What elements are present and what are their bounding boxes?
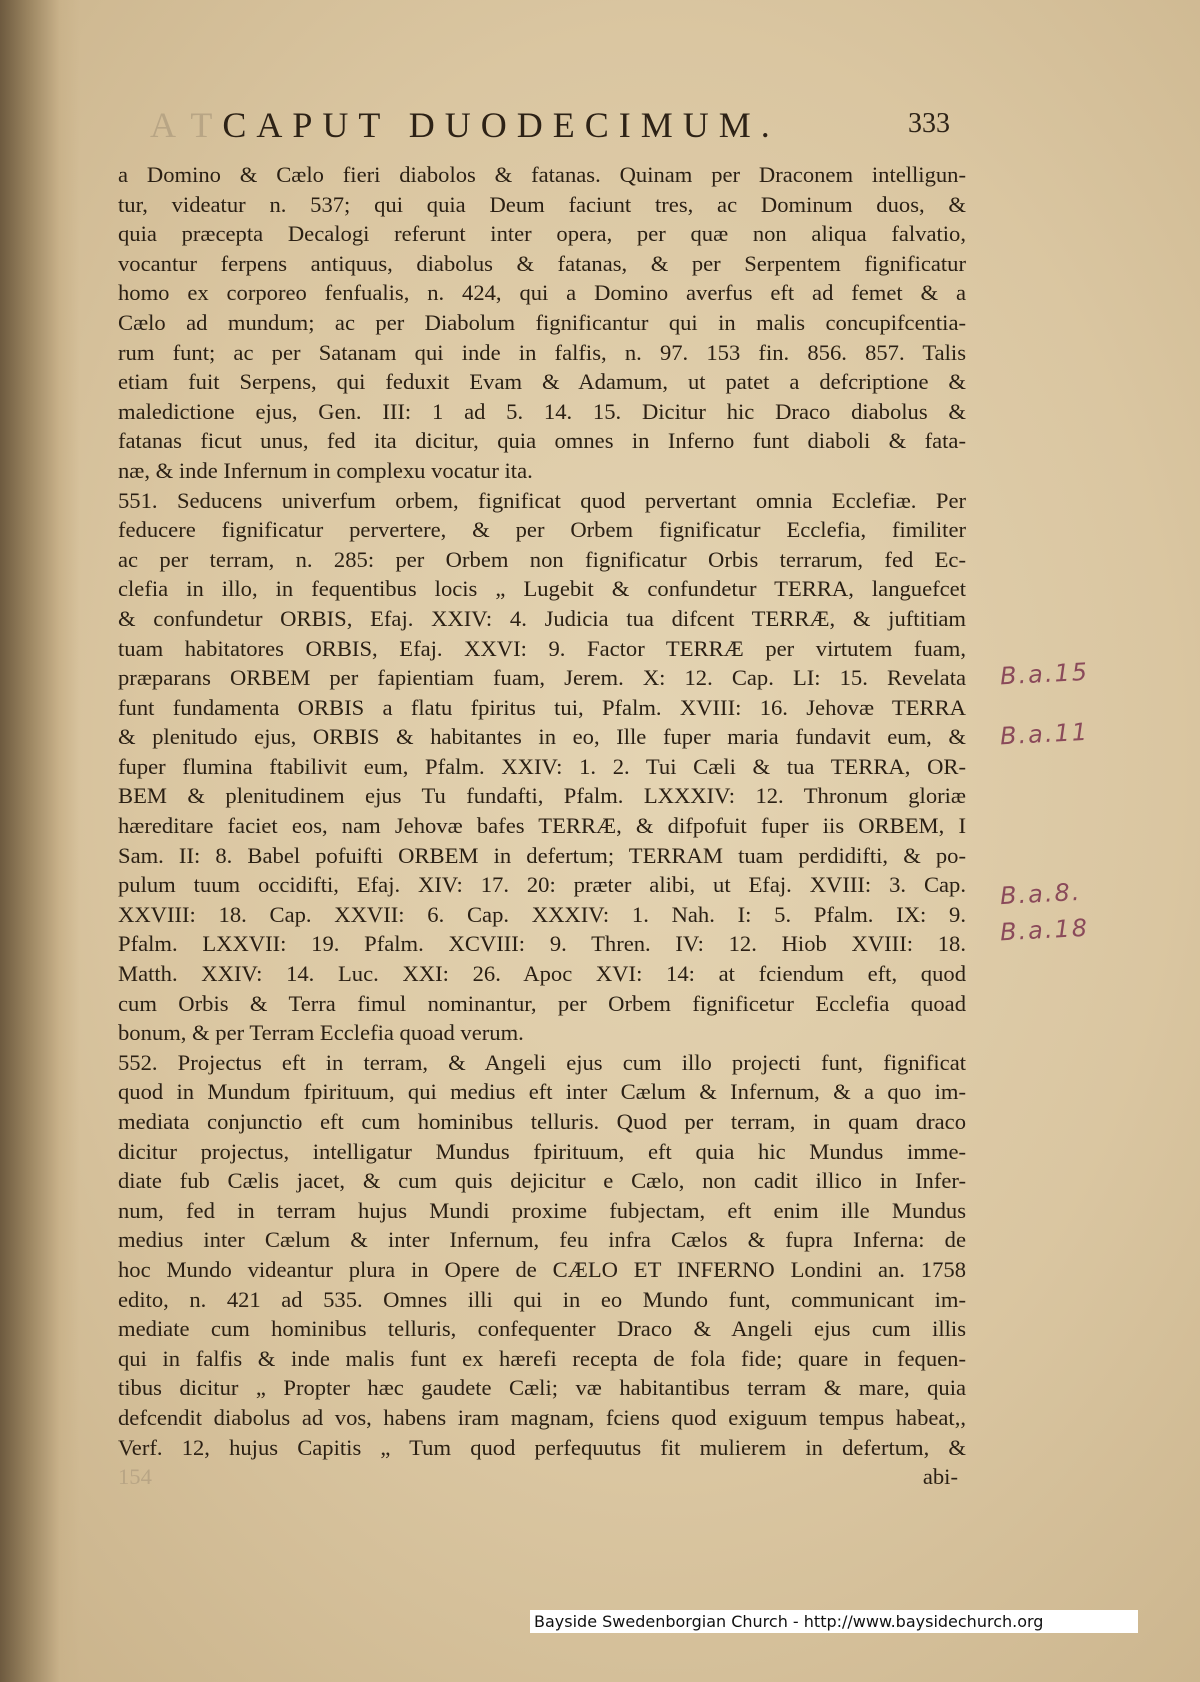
text-line: tuam habitatores ORBIS, Efaj. XXVI: 9. Factor TERRÆ per virtutem fuam, [118,635,966,661]
footer-credit: Bayside Swedenborgian Church - http://www.baysidechurch.org [530,1610,1138,1633]
book-spine-shadow [0,0,80,1682]
text-line: quod in Mundum fpirituum, qui medius eft inter Cælum & Infernum, & a quo im- [118,1079,966,1105]
text-line: XXVIII: 18. Cap. XXVII: 6. Cap. XXXIV: 1. Nah. I: 5. Pfalm. IX: 9. [118,901,966,927]
text-line: hæreditare faciet eos, nam Jehovæ bafes TERRÆ, & difpofuit fuper iis ORBEM, I [118,813,966,839]
catchword: abi- [922,1464,958,1490]
body-text [118,160,966,1492]
text-line: a Domino & Cælo fieri diabolos & fatanas. Quinam per Draconem intelligun- [118,162,966,187]
text-line: Sam. II: 8. Babel pofuifti ORBEM in defertum; TERRAM tuam perdidifti, & po- [118,842,966,868]
text-line: pulum tuum occidifti, Efaj. XIV: 17. 20: præter alibi, ut Efaj. XVIII: 3. Cap. [118,872,966,898]
text-line: næ, & inde Infernum in complexu vocatur ita. [118,457,533,483]
text-line: diate fub Cælis jacet, & cum quis dejicitur e Cælo, non cadit illico in Infer- [118,1168,966,1194]
text-line: præparans ORBEM per fapientiam fuam, Jerem. X: 12. Cap. LI: 15. Revelata [118,665,966,691]
text-line: & confundetur ORBIS, Efaj. XXIV: 4. Judicia tua difcent TERRÆ, & juftitiam [118,605,966,631]
text-line: hoc Mundo videantur plura in Opere de CÆLO ET INFERNO Londini an. 1758 [118,1256,966,1282]
text-line: mediate cum hominibus telluris, confequenter Draco & Angeli ejus cum illis [118,1316,966,1342]
text-line: feducere fignificatur pervertere, & per Orbem fignificatur Ecclefia, fimiliter [118,517,966,543]
text-line: ac per terram, n. 285: per Orbem non fignificatur Orbis terrarum, fed Ec- [118,546,966,572]
text-line: tur, videatur n. 537; qui quia Deum faciunt tres, ac Dominum duos, & [118,191,966,217]
margin-note: B.a.8. [999,877,1083,911]
text-line: dicitur projectus, intelligatur Mundus fpirituum, eft quia hic Mundus imme- [118,1138,966,1164]
page-number: 333 [908,108,950,139]
text-line: fuper flumina ftabilivit eum, Pfalm. XXIV: 1. 2. Tui Cæli & tua TERRA, OR- [118,753,966,779]
text-line: mediata conjunctio eft cum hominibus telluris. Quod per terram, in quam draco [118,1109,966,1134]
margin-note: B.a.11 [999,717,1090,751]
text-line: fatanas ficut unus, fed ita dicitur, quia omnes in Inferno funt diaboli & fata- [118,428,966,454]
paragraph-551-start: 551. Seducens univerfum orbem, fignificat quod pervertant omnia Ecclefiæ. Per [118,487,966,513]
margin-note: B.a.18 [999,913,1090,947]
text-line: Verf. 12, hujus Capitis „ Tum quod perfequutus fit mulierem in defertum, & [118,1434,966,1460]
text-line: Pfalm. LXXVII: 19. Pfalm. XCVIII: 9. Thren. IV: 12. Hiob XVIII: 18. [118,931,966,957]
text-line: defcendit diabolus ad vos, habens iram magnam, fciens quod exiguum tempus habeat,, [118,1404,966,1430]
text-line: funt fundamenta ORBIS a flatu fpiritus tui, Pfalm. XVIII: 16. Jehovæ TERRA [118,694,966,720]
text-line: quia præcepta Decalogi referunt inter opera, per quæ non aliqua falvatio, [118,221,966,247]
text-line: cum Orbis & Terra fimul nominantur, per Orbem fignificetur Ecclefia quoad [118,990,966,1016]
margin-note: B.a.15 [999,657,1090,691]
text-line: BEM & plenitudinem ejus Tu fundafti, Pfalm. LXXXIV: 12. Thronum gloriæ [118,783,966,809]
text-line: Cælo ad mundum; ac per Diabolum fignificantur qui in malis concupifcentia- [118,309,966,335]
running-head-ghost-text: A T [150,105,217,145]
text-line: bonum, & per Terram Ecclefia quoad verum. [118,1020,524,1046]
chapter-title: CAPUT DUODECIMUM. [222,105,780,145]
text-line: medius inter Cælum & inter Infernum, feu infra Cælos & fupra Inferna: de [118,1227,966,1253]
text-line: tibus dicitur „ Propter hæc gaudete Cæli; væ habitantibus terram & mare, quia [118,1375,966,1401]
running-head [150,104,950,146]
text-line: Matth. XXIV: 14. Luc. XXI: 26. Apoc XVI: 14: at fciendum eft, quod [118,961,966,987]
text-line: etiam fuit Serpens, qui feduxit Evam & Adamum, ut patet a defcriptione & [118,369,966,395]
text-line: clefia in illo, in fequentibus locis „ Lugebit & confundetur TERRA, languefcet [118,576,966,602]
text-line: vocantur ferpens antiquus, diabolus & fatanas, & per Serpentem fignificatur [118,250,966,276]
text-line: edito, n. 421 ad 535. Omnes illi qui in eo Mundo funt, communicant im- [118,1286,966,1312]
paragraph-552-start: 552. Projectus eft in terram, & Angeli ejus cum illo projecti funt, fignificat [118,1049,966,1075]
text-line: num, fed in terram hujus Mundi proxime fubjectam, eft enim ille Mundus [118,1197,966,1223]
text-line: & plenitudo ejus, ORBIS & habitantes in eo, Ille fuper maria fundavit eum, & [118,724,966,750]
text-line: maledictione ejus, Gen. III: 1 ad 5. 14. 15. Dicitur hic Draco diabolus & [118,398,966,424]
text-line: homo ex corporeo fenfualis, n. 424, qui a Domino averfus eft ad femet & a [118,280,966,306]
catchword-line [118,1462,966,1492]
signature-mark: 154 [118,1464,152,1490]
text-line: rum funt; ac per Satanam qui inde in falfis, n. 97. 153 fin. 856. 857. Talis [118,339,966,365]
text-line: qui in falfis & inde malis funt ex hærefi recepta de fola fide; quare in fequen- [118,1345,966,1371]
